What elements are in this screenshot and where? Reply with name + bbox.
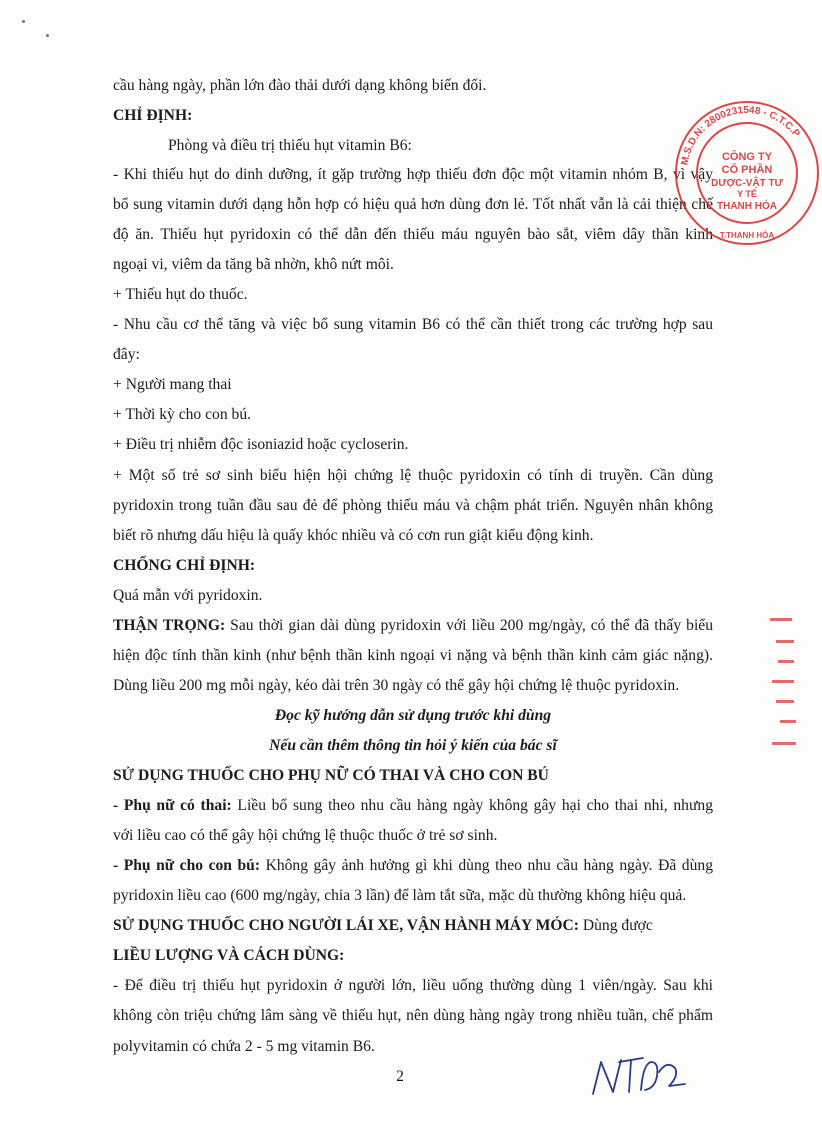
svg-text:T.THANH HÓA: T.THANH HÓA bbox=[719, 231, 775, 240]
body-line: - Khi thiếu hụt do dinh dưỡng, ít gặp trường hợp thiếu đơn độc một vitamin nhóm B, vì vậy bbox=[113, 166, 713, 183]
stamp-edge-mark bbox=[770, 618, 792, 621]
precautions-line: THẬN TRỌNG: Sau thời gian dài dùng pyridoxin với liều 200 mg/ngày, có thể đã thấy biểu bbox=[113, 617, 714, 634]
pregnancy-line: - Phụ nữ có thai: Liều bổ sung theo nhu cầu hàng ngày không gây hại cho thai nhi, nhưng bbox=[113, 797, 713, 814]
body-line: bổ sung vitamin dưới dạng hỗn hợp có hiệu quả hơn dùng đơn lẻ. Tốt nhất vẫn là cải thiện chế bbox=[113, 196, 713, 213]
body-line: Dùng liều 200 mg mỗi ngày, kéo dài trên 30 ngày có thể gây hội chứng lệ thuộc pyridoxin. bbox=[113, 677, 680, 694]
stamp-edge-mark bbox=[776, 700, 794, 703]
stamp-edge-mark bbox=[778, 660, 794, 663]
body-line: với liều cao có thể gây hội chứng lệ thuộc thuốc ở trẻ sơ sinh. bbox=[113, 827, 498, 844]
section-heading-pregnancy: SỬ DỤNG THUỐC CHO PHỤ NỮ CÓ THAI VÀ CHO CON BÚ bbox=[113, 767, 549, 784]
section-heading-indications: CHỈ ĐỊNH: bbox=[113, 107, 193, 124]
body-line: cầu hàng ngày, phần lớn đào thải dưới dạng không biến đổi. bbox=[113, 77, 487, 94]
body-line: không còn triệu chứng lâm sàng về thiếu hụt, nên dùng hàng ngày trong nhiều tuần, chế phẩm bbox=[113, 1007, 713, 1024]
page-number: 2 bbox=[396, 1068, 404, 1085]
svg-text:CÔNG TY: CÔNG TY bbox=[721, 151, 773, 163]
stamp-edge-mark bbox=[772, 742, 796, 745]
driving-line: SỬ DỤNG THUỐC CHO NGƯỜI LÁI XE, VẬN HÀNH MÁY MÓC: Dùng được bbox=[113, 917, 653, 934]
body-line: đây: bbox=[113, 346, 140, 363]
body-line: + Một số trẻ sơ sinh biểu hiện hội chứng lệ thuộc pyridoxin có tính di truyền. Cần dùng bbox=[113, 467, 713, 484]
body-line: + Điều trị nhiễm độc isoniazid hoặc cycloserin. bbox=[113, 436, 409, 453]
scan-speck bbox=[22, 20, 25, 23]
lactation-line: - Phụ nữ cho con bú: Không gây ảnh hưởng gì khi dùng theo nhu cầu hàng ngày. Đã dùng bbox=[113, 857, 713, 874]
body-line: + Người mang thai bbox=[113, 376, 232, 393]
advisory-line: Đọc kỹ hướng dẫn sử dụng trước khi dùng bbox=[274, 707, 552, 724]
section-heading-contraindications: CHỐNG CHỈ ĐỊNH: bbox=[113, 557, 256, 574]
body-line: polyvitamin có chứa 2 - 5 mg vitamin B6. bbox=[113, 1038, 375, 1055]
section-heading-driving: SỬ DỤNG THUỐC CHO NGƯỜI LÁI XE, VẬN HÀNH MÁY MÓC: bbox=[113, 917, 579, 934]
svg-text:CỔ PHẦN: CỔ PHẦN bbox=[721, 164, 773, 176]
stamp-edge-mark bbox=[776, 640, 794, 643]
body-line: độ ăn. Thiếu hụt pyridoxin có thể dẫn đến thiếu máu nguyên bào sắt, viêm dây thần kinh bbox=[113, 226, 713, 243]
body-line: - Nhu cầu cơ thể tăng và việc bổ sung vitamin B6 có thể cần thiết trong các trường hợp sau bbox=[113, 316, 713, 333]
body-line: pyridoxin liều cao (600 mg/ngày, chia 3 lần) để làm tắt sữa, mặc dù thường không hiệu quả. bbox=[113, 887, 687, 904]
body-line: + Thời kỳ cho con bú. bbox=[113, 406, 252, 423]
svg-text:THANH HÓA: THANH HÓA bbox=[717, 201, 777, 212]
svg-text:M.S.D.N: 2800231548 - C.T.C.P: M.S.D.N: 2800231548 - C.T.C.P bbox=[679, 104, 802, 167]
body-line: pyridoxin trong tuần đầu sau đẻ để phòng thiếu máu và chậm phát triển. Nguyên nhân không bbox=[113, 497, 713, 514]
handwritten-signature bbox=[585, 1050, 695, 1100]
body-line: hiện độc tính thần kinh (như bệnh thần kinh ngoại vi nặng và bệnh thần kinh cảm giác nặng). bbox=[113, 647, 713, 664]
body-line: biết rõ nhưng dấu hiệu là quấy khóc nhiều và có cơn run giật kiểu động kinh. bbox=[113, 527, 594, 544]
body-line: ngoại vi, viêm da tăng bã nhờn, khô nứt môi. bbox=[113, 256, 394, 273]
section-heading-precautions: THẬN TRỌNG: bbox=[113, 617, 226, 634]
body-line: + Thiếu hụt do thuốc. bbox=[113, 286, 248, 303]
scan-speck bbox=[46, 34, 49, 37]
advisory-line: Nếu cần thêm thông tin hỏi ý kiến của bác sĩ bbox=[269, 737, 557, 754]
company-stamp bbox=[672, 98, 822, 248]
section-heading-dosage: LIỀU LƯỢNG VÀ CÁCH DÙNG: bbox=[113, 947, 345, 964]
body-line: Phòng và điều trị thiếu hụt vitamin B6: bbox=[168, 137, 412, 154]
svg-text:Y TẾ: Y TẾ bbox=[737, 189, 757, 199]
stamp-edge-mark bbox=[780, 720, 796, 723]
body-line: Quá mẫn với pyridoxin. bbox=[113, 587, 263, 604]
body-line: - Để điều trị thiếu hụt pyridoxin ở người lớn, liều uống thường dùng 1 viên/ngày. Sau khi bbox=[113, 977, 713, 994]
stamp-edge-mark bbox=[772, 680, 794, 683]
svg-text:DƯỢC-VẬT TƯ: DƯỢC-VẬT TƯ bbox=[711, 178, 783, 189]
